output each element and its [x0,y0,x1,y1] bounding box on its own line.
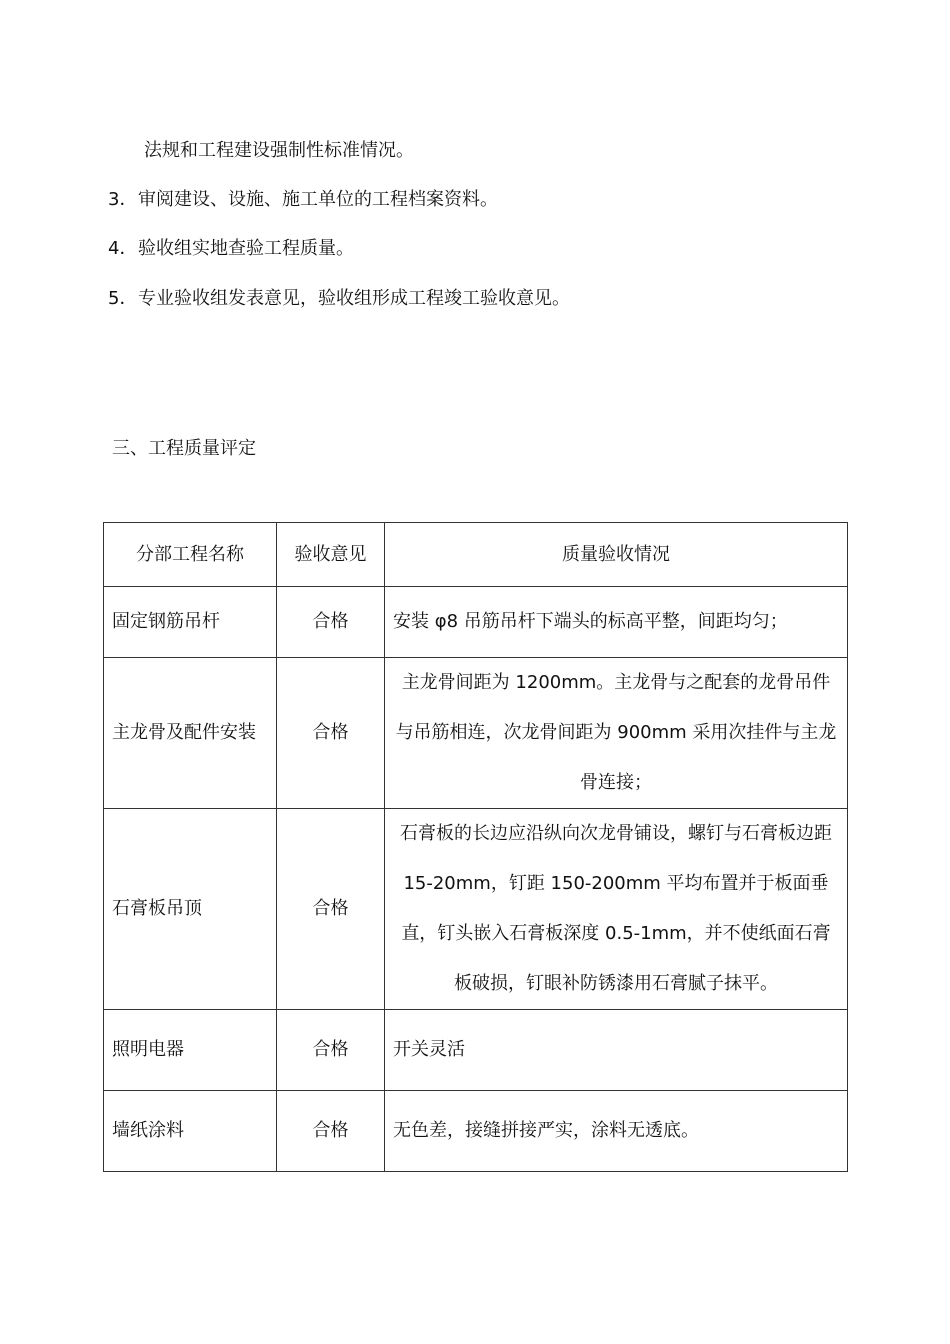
quality-table [103,522,848,1172]
table-row [104,658,848,809]
opinion-cell: 合格 [277,809,385,1010]
item-name-cell: 照明电器 [104,1010,277,1091]
item-name-cell: 主龙骨及配件安装 [104,658,277,809]
description-cell: 主龙骨间距为 1200mm。主龙骨与之配套的龙骨吊件与吊筋相连，次龙骨间距为 900mm 采用次挂件与主龙骨连接； [385,658,848,809]
table-row [104,809,848,1010]
opinion-cell: 合格 [277,587,385,658]
item-name-cell: 石膏板吊顶 [104,809,277,1010]
description-cell: 安装 φ8 吊筋吊杆下端头的标高平整，间距均匀； [385,587,848,658]
list-number: 3． [108,189,138,210]
opinion-cell: 合格 [277,1010,385,1091]
list-text: 验收组实地查验工程质量。 [138,238,354,259]
list-number: 5． [108,288,138,309]
opinion-cell: 合格 [277,658,385,809]
header-cell: 分部工程名称 [104,523,277,587]
description-cell: 石膏板的长边应沿纵向次龙骨铺设，螺钉与石膏板边距 15-20mm，钉距 150-200mm 平均布置并于板面垂直，钉头嵌入石膏板深度 0.5-1mm，并不使纸面石膏板破损，钉眼补防锈漆用石膏腻子抹平。 [385,809,848,1010]
list-item-5 [108,287,570,311]
list-item-4 [108,237,354,261]
header-cell: 质量验收情况 [385,523,848,587]
section-heading: 三、工程质量评定 [112,438,256,459]
list-text: 审阅建设、设施、施工单位的工程档案资料。 [138,189,498,210]
item-name-cell: 固定钢筋吊杆 [104,587,277,658]
description-cell: 开关灵活 [385,1010,848,1091]
list-text: 专业验收组发表意见，验收组形成工程竣工验收意见。 [138,288,570,309]
table-row [104,1091,848,1172]
table-row [104,1010,848,1091]
description-cell: 无色差，接缝拼接严实，涂料无透底。 [385,1091,848,1172]
table-row [104,587,848,658]
paragraph-continuation: 法规和工程建设强制性标准情况。 [144,140,414,161]
table-header-row [104,523,848,587]
list-item-3 [108,188,498,212]
opinion-cell: 合格 [277,1091,385,1172]
item-name-cell: 墙纸涂料 [104,1091,277,1172]
header-cell: 验收意见 [277,523,385,587]
list-number: 4． [108,238,138,259]
